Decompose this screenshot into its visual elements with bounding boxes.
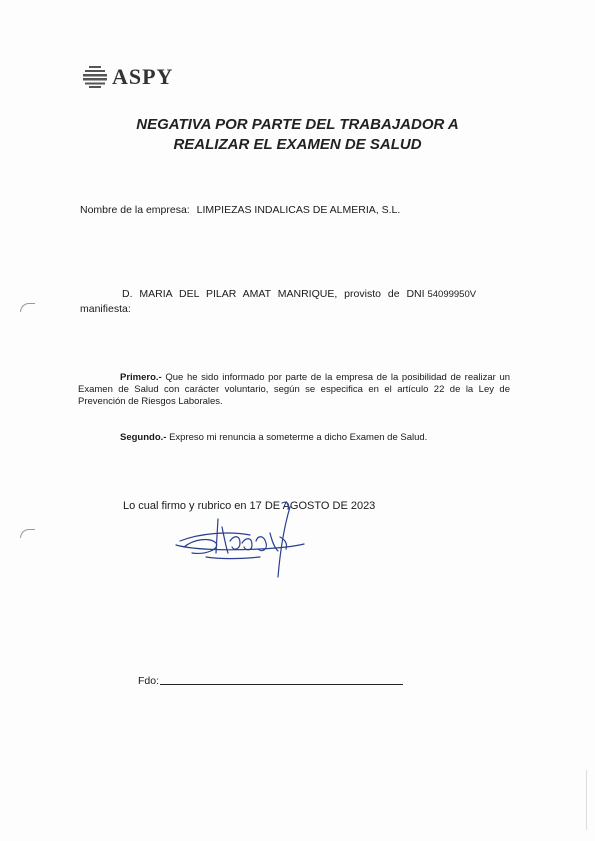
paragraph-first xyxy=(78,372,510,408)
paragraph-second-text: Expreso mi renuncia a someterme a dicho Examen de Salud. xyxy=(169,432,428,443)
signed-by-label: Fdo: xyxy=(138,675,160,687)
company-logo xyxy=(83,66,173,88)
company-field xyxy=(80,204,404,216)
paragraph-first-text: Que he sido informado por parte de la empresa de la posibilidad de realizar un Examen de Salud con carácter voluntario, según se especifica en el artículo 22 de la Ley de Prevención de Riesgos Laborales. xyxy=(78,372,511,407)
title-line-2: REALIZAR EL EXAMEN DE SALUD xyxy=(173,136,422,153)
declarant-statement xyxy=(80,287,512,316)
company-value: LIMPIEZAS INDALICAS DE ALMERIA, S.L. xyxy=(196,204,401,216)
document-title xyxy=(0,115,595,155)
punch-hole-mark xyxy=(20,303,35,312)
company-label: Nombre de la empresa: xyxy=(80,204,190,216)
aspy-lines-icon xyxy=(83,66,107,88)
signature-underline xyxy=(160,684,403,685)
paragraph-first-label: Primero.- xyxy=(120,372,162,383)
scan-edge-mark xyxy=(586,770,587,830)
declarant-text: D. MARIA DEL PILAR AMAT MANRIQUE, provisto de DNI xyxy=(122,288,425,300)
signature-statement: Lo cual firmo y rubrico en 17 DE AGOSTO DE 2023 xyxy=(123,500,376,512)
declarant-continuation: manifiesta: xyxy=(80,303,131,315)
handwritten-signature xyxy=(170,497,310,585)
paragraph-second xyxy=(78,432,510,444)
declarant-dni: 54099950V xyxy=(427,289,477,300)
paragraph-second-label: Segundo.- xyxy=(120,432,167,443)
title-line-1: NEGATIVA POR PARTE DEL TRABAJADOR A xyxy=(136,116,459,133)
punch-hole-mark xyxy=(20,529,35,538)
logo-text: ASPY xyxy=(112,64,174,89)
